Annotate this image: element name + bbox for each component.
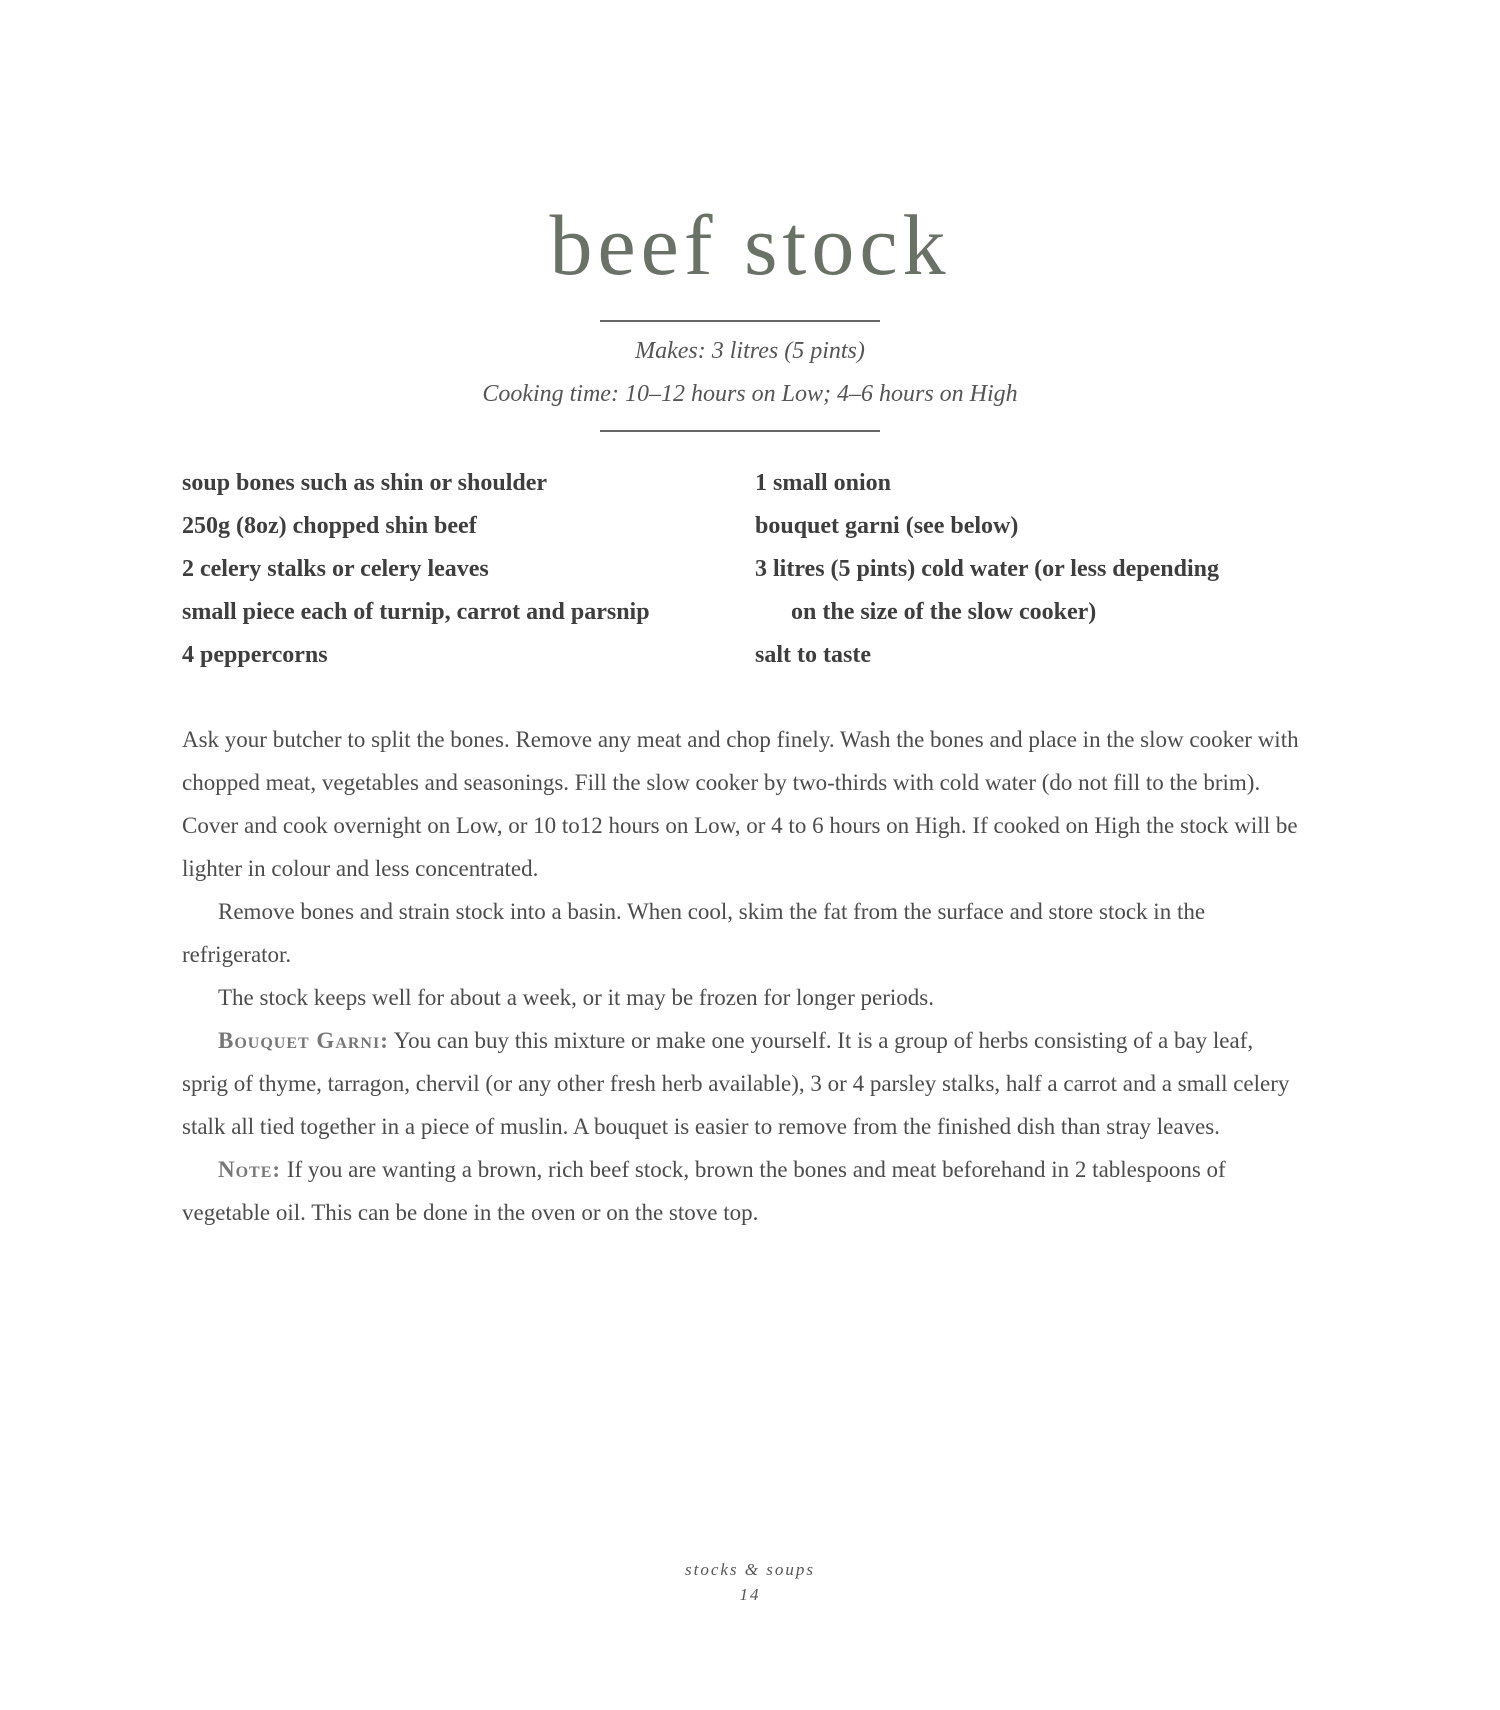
bouquet-garni-note [182,1019,1300,1148]
note-text: If you are wanting a brown, rich beef stock, brown the bones and meat beforehand in 2 tablespoons of vegetable oil. This can be done in the oven or on the stove top. [182,1157,1226,1225]
ingredient-item: salt to taste [755,642,871,668]
brown-stock-note [182,1148,1300,1234]
note-label: Note: [218,1157,282,1182]
ingredient-item: soup bones such as shin or shoulder [182,470,548,496]
note-text: You can buy this mixture or make one yourself. It is a group of herbs consisting of a bay leaf, sprig of thyme, tarragon, chervil (or any other fresh herb available), 3 or 4 parsley stalks, half a carrot and a small celery stalk all tied together in a piece of muslin. A bouquet is easier to remove from the finished dish than stray leaves. [182,1028,1290,1139]
method-paragraph: Remove bones and strain stock into a basin. When cool, skim the fat from the surface and store stock in the refrigerator. [182,899,1206,967]
ingredient-item: 250g (8oz) chopped shin beef [182,513,477,539]
ingredient-item [755,548,1315,634]
method-paragraph: Ask your butcher to split the bones. Remove any meat and chop finely. Wash the bones and place in the slow cooker with chopped meat, vegetables and seasonings. Fill the slow cooker by two-thirds with cold water (do not fill to the brim). Cover and cook overnight on Low, or 10 to12 hours on Low, or 4 to 6 hours on High. If cooked on High the stock will be lighter in colour and less concentrated. [182,727,1299,881]
ingredient-item: 2 celery stalks or celery leaves [182,556,489,582]
recipe-yield: Makes: 3 litres (5 pints) [635,338,865,364]
ingredients-left-column [182,462,722,677]
method-text [182,718,1300,1234]
page-number: 14 [739,1585,761,1604]
ingredient-item: 1 small onion [755,470,892,496]
note-label: Bouquet Garni: [218,1028,389,1053]
divider-top [600,320,880,322]
recipe-title: beef stock [549,197,951,293]
ingredients-right-column [755,462,1315,677]
ingredient-line-continued: on the size of the slow cooker) [791,599,1097,625]
footer-section-name: stocks & soups [685,1560,815,1579]
ingredient-item: 4 peppercorns [182,642,328,668]
method-paragraph: The stock keeps well for about a week, or it may be frozen for longer periods. [218,985,934,1010]
ingredient-line: 3 litres (5 pints) cold water (or less depending [755,556,1220,582]
ingredient-item: small piece each of turnip, carrot and parsnip [182,599,650,625]
recipe-cooking-time: Cooking time: 10–12 hours on Low; 4–6 hours on High [482,381,1018,407]
ingredient-item: bouquet garni (see below) [755,513,1019,539]
divider-bottom [600,430,880,432]
